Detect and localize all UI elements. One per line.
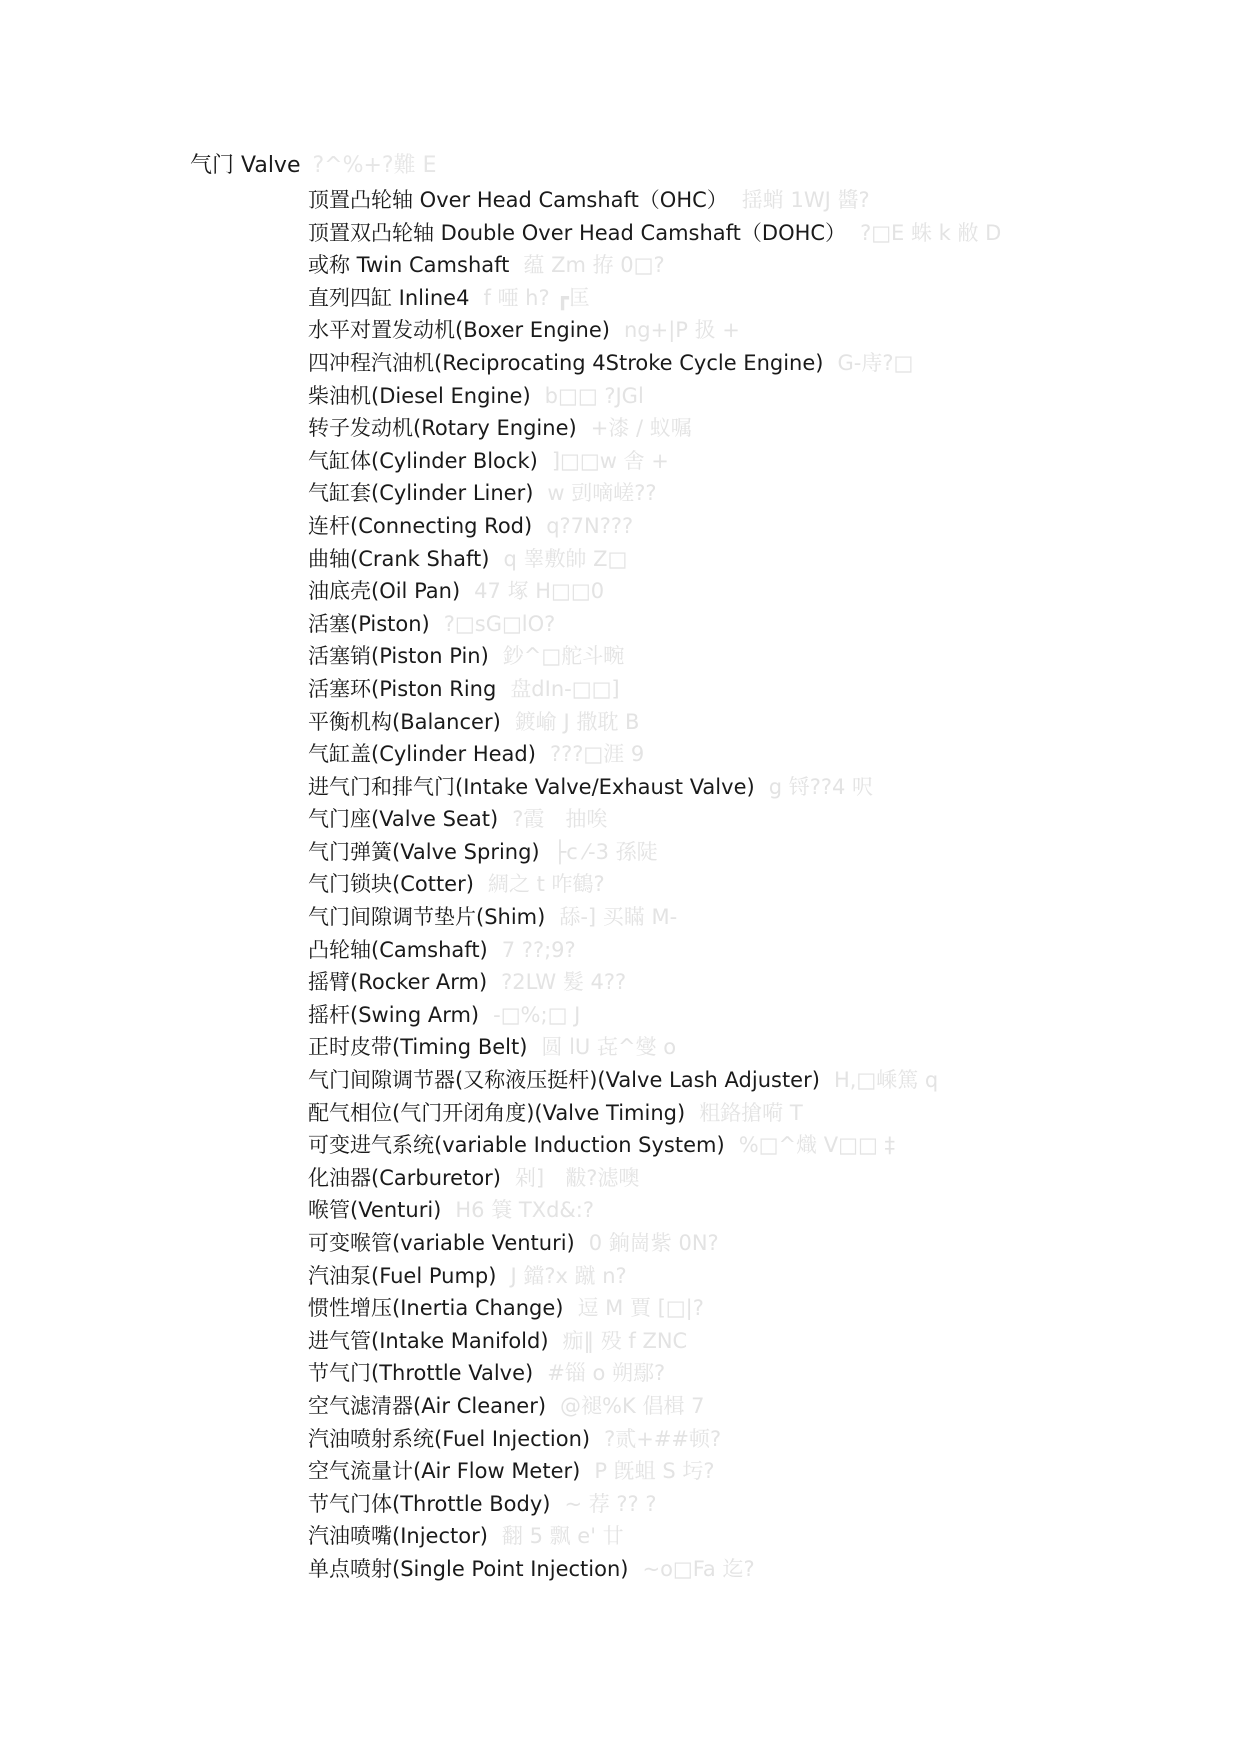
glossary-entry bbox=[308, 1553, 1001, 1586]
glossary-term: 空气流量计(Air Flow Meter) bbox=[308, 1459, 581, 1484]
glossary-entry bbox=[308, 249, 1001, 282]
glossary-entry bbox=[308, 1520, 1001, 1553]
glossary-term: 活塞(Piston) bbox=[308, 611, 430, 636]
glossary-entry bbox=[308, 1097, 1001, 1130]
glossary-term: 可变进气系统(variable Induction System) bbox=[308, 1133, 725, 1158]
watermark-noise: +漆 / 蚁嘱 bbox=[590, 416, 692, 441]
glossary-term: 顶置凸轮轴 Over Head Camshaft（OHC） bbox=[308, 188, 728, 212]
watermark-noise: 蕴 Zm 拵 0□? bbox=[523, 253, 665, 278]
glossary-entry bbox=[308, 314, 1001, 347]
watermark-noise: 47 塚 H□□0 bbox=[474, 579, 605, 604]
heading-term: 气门 Valve bbox=[190, 153, 301, 178]
watermark-noise: P 旣蛆 S 圬? bbox=[594, 1459, 715, 1484]
watermark-noise: 剁] 黻?滤噢 bbox=[515, 1165, 640, 1190]
glossary-entry bbox=[308, 282, 1001, 315]
glossary-term: 化油器(Carburetor) bbox=[308, 1165, 501, 1190]
glossary-term: 单点喷射(Single Point Injection) bbox=[308, 1556, 629, 1581]
glossary-term: 凸轮轴(Camshaft) bbox=[308, 937, 488, 962]
watermark-noise: ~o□Fa 迄? bbox=[642, 1556, 755, 1581]
glossary-term: 节气门(Throttle Valve) bbox=[308, 1361, 534, 1386]
watermark-noise: b□□ ?JGl bbox=[544, 383, 644, 408]
glossary-term: 四冲程汽油机(Reciprocating 4Stroke Cycle Engine) bbox=[308, 350, 824, 375]
glossary-entry bbox=[308, 1227, 1001, 1260]
glossary-term: 进气管(Intake Manifold) bbox=[308, 1328, 549, 1353]
watermark-noise: 盘dIn-□□] bbox=[510, 676, 620, 701]
glossary-term: 连杆(Connecting Rod) bbox=[308, 513, 533, 538]
glossary-term: 汽油喷射系统(Fuel Injection) bbox=[308, 1426, 591, 1451]
glossary-entry bbox=[308, 803, 1001, 836]
glossary-term: 摇杆(Swing Arm) bbox=[308, 1002, 480, 1027]
glossary-entry bbox=[308, 477, 1001, 510]
watermark-noise: -□%;□ J bbox=[493, 1002, 581, 1027]
glossary-entry bbox=[308, 1423, 1001, 1456]
glossary-entry bbox=[308, 999, 1001, 1032]
glossary-term: 气门锁块(Cotter) bbox=[308, 872, 474, 897]
glossary-entry bbox=[308, 1031, 1001, 1064]
glossary-term: 节气门体(Throttle Body) bbox=[308, 1491, 551, 1516]
glossary-entry bbox=[308, 217, 1001, 250]
glossary-entry bbox=[308, 934, 1001, 967]
watermark-noise: ?贰+##顿? bbox=[604, 1426, 722, 1451]
glossary-entry bbox=[308, 1064, 1001, 1097]
glossary-term: 喉管(Venturi) bbox=[308, 1198, 442, 1223]
glossary-entry bbox=[308, 608, 1001, 641]
glossary-term: 活塞环(Piston Ring bbox=[308, 676, 497, 701]
watermark-noise: G-庤?□ bbox=[837, 350, 914, 375]
watermark-noise: H,□嵊篤 q bbox=[833, 1068, 939, 1093]
watermark-noise: #锱 o 朔鄢? bbox=[547, 1361, 666, 1386]
watermark-noise: 揺蛸 1WJ 醬? bbox=[741, 188, 870, 212]
glossary-term: 气缸体(Cylinder Block) bbox=[308, 448, 538, 473]
watermark-noise: q 睾敷帥 Z□ bbox=[503, 546, 628, 571]
watermark-noise: ├c ⁄-3 孫陡 bbox=[553, 839, 658, 864]
watermark-noise: 鍍崳 J 撒耽 B bbox=[514, 709, 640, 734]
glossary-entry bbox=[308, 738, 1001, 771]
glossary-entry bbox=[308, 1488, 1001, 1521]
glossary-term: 油底壳(Oil Pan) bbox=[308, 579, 461, 604]
glossary-term: 直列四缸 Inline4 bbox=[308, 285, 470, 310]
watermark-noise: q?7N??? bbox=[546, 513, 634, 538]
watermark-noise: 痂‖ 殁 f ZNC bbox=[562, 1328, 688, 1353]
glossary-term: 气门间隙调节器(又称液压挺杆)(Valve Lash Adjuster) bbox=[308, 1068, 820, 1093]
glossary-term: 平衡机构(Balancer) bbox=[308, 709, 501, 734]
glossary-entry bbox=[308, 966, 1001, 999]
glossary-entry bbox=[308, 771, 1001, 804]
watermark-noise: J 鐺?x 蹴 n? bbox=[510, 1263, 627, 1288]
watermark-noise: @褪%K 倡楫 7 bbox=[560, 1393, 705, 1418]
watermark-noise: 7 ??;9? bbox=[501, 937, 576, 962]
glossary-term: 惯性增压(Inertia Change) bbox=[308, 1296, 564, 1321]
glossary-term: 转子发动机(Rotary Engine) bbox=[308, 416, 577, 441]
glossary-entry bbox=[308, 1325, 1001, 1358]
watermark-noise: H6 簑 TXd&:? bbox=[455, 1198, 595, 1223]
watermark-noise: 綢之 t 咋鶴? bbox=[487, 872, 605, 897]
glossary-entry bbox=[308, 1129, 1001, 1162]
watermark-noise: ?霞 抽唉 bbox=[512, 807, 608, 832]
glossary-term: 正时皮带(Timing Belt) bbox=[308, 1035, 528, 1060]
watermark-noise: ]□□w 舎 + bbox=[551, 448, 669, 473]
glossary-entry bbox=[308, 1455, 1001, 1488]
watermark-noise: ?□E 蛛 k 敝 D bbox=[860, 220, 1002, 245]
glossary-term: 进气门和排气门(Intake Valve/Exhaust Valve) bbox=[308, 774, 755, 799]
watermark-noise: 舔-] 买瞞 M- bbox=[559, 905, 678, 930]
glossary-entry bbox=[308, 868, 1001, 901]
glossary-entry bbox=[308, 706, 1001, 739]
watermark-noise: ?2LW 髮 4?? bbox=[501, 970, 627, 995]
watermark-noise: 粗鉻搶嗬 T bbox=[699, 1100, 803, 1125]
watermark-noise: f 唖 h? ┏匡 bbox=[483, 285, 590, 310]
glossary-term: 气缸套(Cylinder Liner) bbox=[308, 481, 534, 506]
glossary-term: 或称 Twin Camshaft bbox=[308, 253, 510, 278]
glossary-term: 柴油机(Diesel Engine) bbox=[308, 383, 531, 408]
watermark-noise: 圆 lU 㐂^燮 o bbox=[541, 1035, 677, 1060]
watermark-noise: w 剅嘀嵯?? bbox=[547, 481, 657, 506]
glossary-term: 气缸盖(Cylinder Head) bbox=[308, 742, 536, 767]
glossary-term: 空气滤清器(Air Cleaner) bbox=[308, 1393, 547, 1418]
glossary-term: 配气相位(气门开闭角度)(Valve Timing) bbox=[308, 1100, 686, 1125]
watermark-noise: ?□sG□lO? bbox=[443, 611, 556, 636]
glossary-entry bbox=[308, 1162, 1001, 1195]
glossary-entry bbox=[308, 640, 1001, 673]
glossary-term: 气门弹簧(Valve Spring) bbox=[308, 839, 540, 864]
glossary-entry bbox=[308, 1194, 1001, 1227]
glossary-term: 水平对置发动机(Boxer Engine) bbox=[308, 318, 610, 343]
glossary-term: 顶置双凸轮轴 Double Over Head Camshaft（DOHC） bbox=[308, 220, 847, 245]
glossary-term: 气门座(Valve Seat) bbox=[308, 807, 499, 832]
watermark-noise: 翻 5 飘 e' 廿 bbox=[501, 1524, 624, 1549]
glossary-term: 摇臂(Rocker Arm) bbox=[308, 970, 488, 995]
glossary-term: 活塞销(Piston Pin) bbox=[308, 644, 489, 669]
glossary-entry bbox=[308, 901, 1001, 934]
section-heading bbox=[190, 151, 437, 181]
watermark-noise: %□^熾 V□□ ‡ bbox=[738, 1133, 895, 1158]
glossary-list bbox=[308, 184, 1001, 1586]
glossary-entry bbox=[308, 445, 1001, 478]
glossary-term: 气门间隙调节垫片(Shim) bbox=[308, 905, 546, 930]
glossary-entry bbox=[308, 1292, 1001, 1325]
watermark-noise: 0 銄崗紫 0N? bbox=[588, 1231, 719, 1255]
glossary-term: 汽油喷嘴(Injector) bbox=[308, 1524, 488, 1549]
glossary-entry bbox=[308, 184, 1001, 217]
glossary-entry bbox=[308, 543, 1001, 576]
watermark-noise: g 锊??4 呎 bbox=[768, 774, 874, 799]
glossary-entry bbox=[308, 510, 1001, 543]
watermark-noise: ~ 荐 ?? ? bbox=[564, 1491, 657, 1516]
glossary-entry bbox=[308, 380, 1001, 413]
watermark-noise: 鈔^□舵斗畹 bbox=[502, 644, 625, 669]
glossary-entry bbox=[308, 412, 1001, 445]
watermark-noise: ???□涯 9 bbox=[549, 742, 645, 767]
glossary-term: 曲轴(Crank Shaft) bbox=[308, 546, 490, 571]
glossary-entry bbox=[308, 1260, 1001, 1293]
glossary-entry bbox=[308, 673, 1001, 706]
watermark-noise: 逗 M 賈 [□|? bbox=[577, 1296, 704, 1321]
glossary-entry bbox=[308, 1390, 1001, 1423]
watermark-noise: ng+|P 扱 + bbox=[623, 318, 740, 343]
glossary-entry bbox=[308, 575, 1001, 608]
glossary-term: 可变喉管(variable Venturi) bbox=[308, 1231, 575, 1255]
heading-watermark-noise: ?^%+?難 E bbox=[312, 153, 437, 178]
glossary-entry bbox=[308, 1357, 1001, 1390]
glossary-entry bbox=[308, 347, 1001, 380]
glossary-term: 汽油泵(Fuel Pump) bbox=[308, 1263, 497, 1288]
glossary-entry bbox=[308, 836, 1001, 869]
